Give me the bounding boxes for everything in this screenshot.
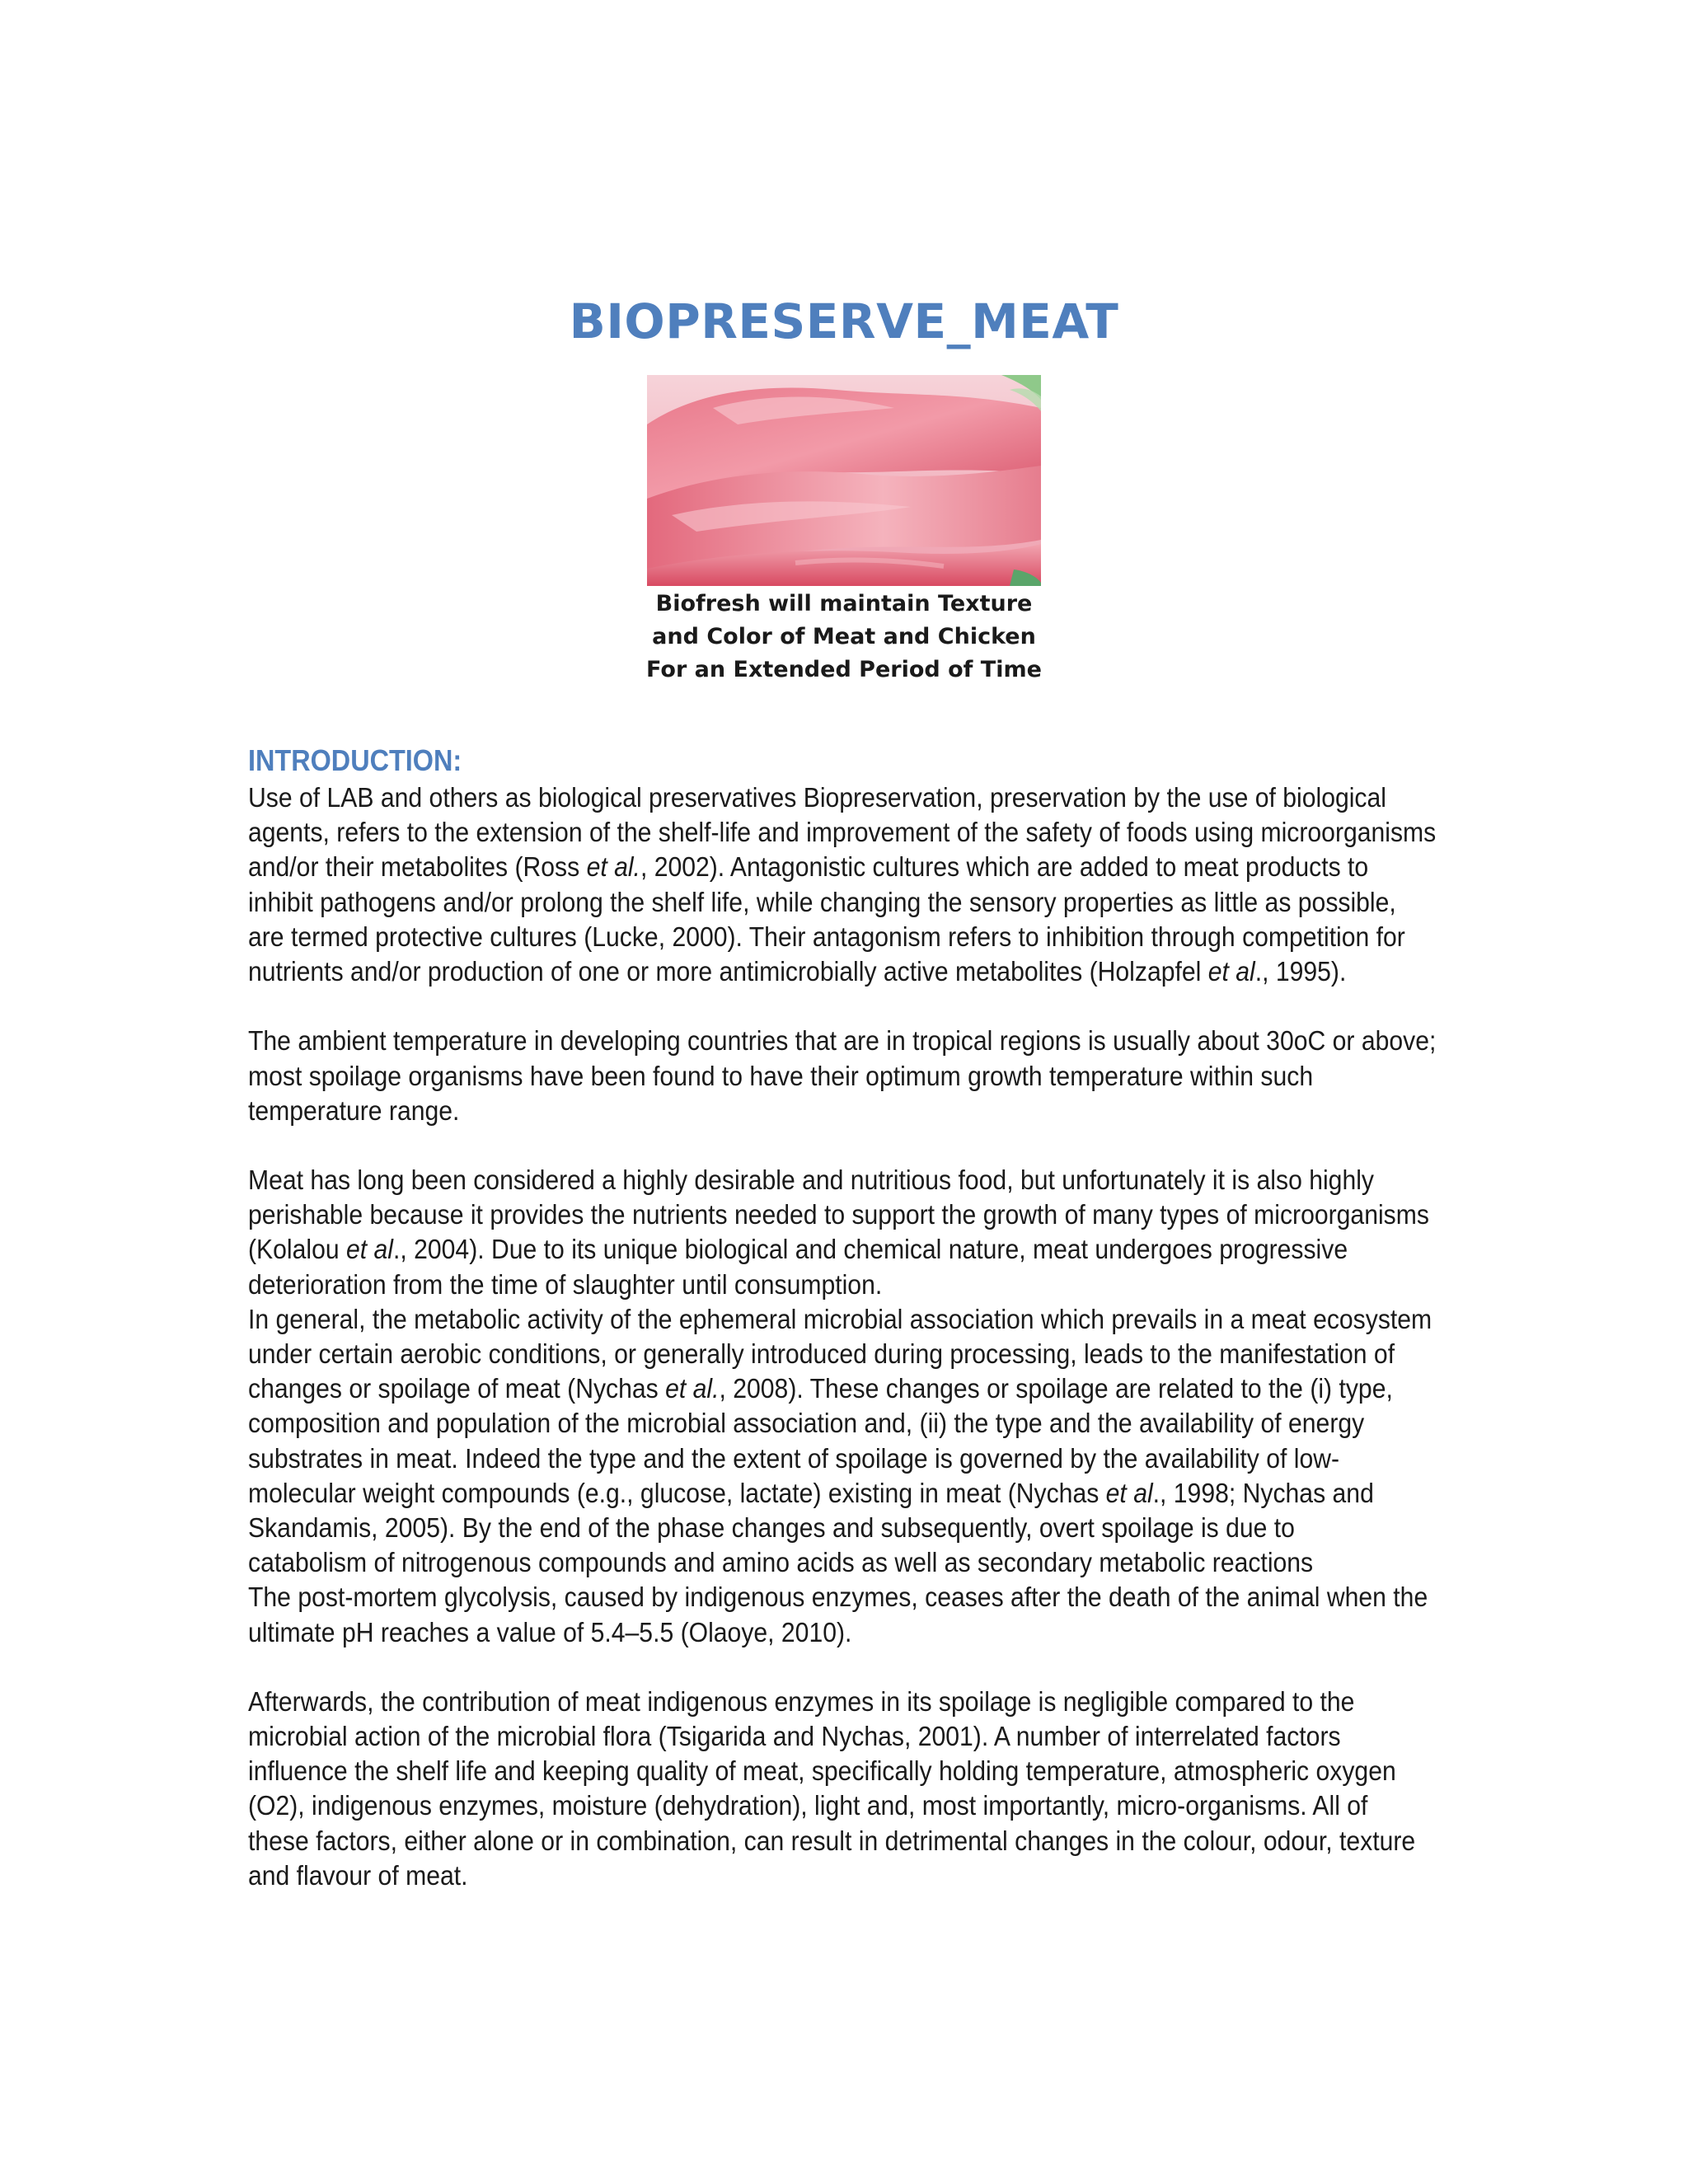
text-line: Afterwards, the contribution of meat indigenous enzymes in its spoilage is negligible compared to the (248, 1686, 1355, 1718)
text-line: The post-mortem glycolysis, caused by indigenous enzymes, ceases after the death of the animal when the (248, 1582, 1428, 1614)
image-caption (514, 588, 1174, 687)
paragraph-gap (248, 1651, 1465, 1685)
text-line: molecular weight compounds (e.g., glucose, lactate) existing in meat (Nychas et al., 1998; Nychas and (248, 1478, 1374, 1509)
text-line: Skandamis, 2005). By the end of the phase changes and subsequently, overt spoilage is due to (248, 1512, 1295, 1544)
text-line: are termed protective cultures (Lucke, 2000). Their antagonism refers to inhibition through competition for (248, 921, 1405, 953)
text-line: ultimate pH reaches a value of 5.4–5.5 (Olaoye, 2010). (248, 1617, 852, 1648)
text-line: changes or spoilage of meat (Nychas et al., 2008). These changes or spoilage are related to the (i) type, (248, 1374, 1393, 1405)
italic-citation: et al. (586, 852, 640, 883)
meat-photo (647, 375, 1041, 586)
italic-citation: et al. (665, 1374, 720, 1405)
text-line: temperature range. (248, 1095, 460, 1127)
text-line: perishable because it provides the nutrients needed to support the growth of many types of microorganisms (248, 1200, 1429, 1231)
meat-image (647, 375, 1041, 586)
caption-line: and Color of Meat and Chicken (652, 624, 1036, 649)
section-heading-introduction: INTRODUCTION: (248, 743, 462, 777)
document-title: BIOPRESERVE_MEAT (569, 293, 1119, 349)
text-line: nutrients and/or production of one or more antimicrobially active metabolites (Holzapfel et al., 1995). (248, 956, 1347, 987)
text-line: microbial action of the microbial flora (Tsigarida and Nychas, 2001). A number of interrelated factors (248, 1722, 1341, 1753)
text-line: agents, refers to the extension of the shelf-life and improvement of the safety of foods using microorganisms (248, 818, 1437, 849)
text-line: these factors, either alone or in combination, can result in detrimental changes in the colour, odour, texture (248, 1825, 1416, 1857)
text-line: substrates in meat. Indeed the type and the extent of spoilage is governed by the availability of low- (248, 1443, 1340, 1474)
paragraph-gap (248, 1129, 1465, 1164)
paragraph-gap (248, 990, 1465, 1024)
text-line: Use of LAB and others as biological preservatives Biopreservation, preservation by the use of biological (248, 783, 1386, 813)
text-line: (O2), indigenous enzymes, moisture (dehydration), light and, most importantly, micro-organisms. All of (248, 1791, 1368, 1822)
text-line: and/or their metabolites (Ross et al., 2002). Antagonistic cultures which are added to meat products to (248, 852, 1369, 883)
italic-citation: et al (1207, 956, 1255, 987)
italic-citation: et al (345, 1235, 393, 1266)
text-line: deterioration from the time of slaughter until consumption. (248, 1269, 883, 1301)
caption-line: For an Extended Period of Time (646, 657, 1042, 682)
text-line: catabolism of nitrogenous compounds and amino acids as well as secondary metabolic reactions (248, 1548, 1314, 1579)
text-line: Meat has long been considered a highly desirable and nutritious food, but unfortunately it is also highly (248, 1165, 1375, 1197)
introduction-body (248, 781, 1465, 1894)
text-line: influence the shelf life and keeping quality of meat, specifically holding temperature, atmospheric oxygen (248, 1756, 1396, 1788)
text-line: In general, the metabolic activity of the ephemeral microbial association which prevails in a meat ecosystem (248, 1304, 1432, 1335)
caption-line: Biofresh will maintain Texture (655, 591, 1033, 616)
text-line: most spoilage organisms have been found to have their optimum growth temperature within such (248, 1061, 1314, 1092)
italic-citation: et al (1105, 1478, 1153, 1509)
text-line: composition and population of the microbial association and, (ii) the type and the availability of energy (248, 1408, 1365, 1440)
text-line: The ambient temperature in developing countries that are in tropical regions is usually about 30oC or above; (248, 1026, 1437, 1057)
text-line: (Kolalou et al., 2004). Due to its unique biological and chemical nature, meat undergoes progressive (248, 1235, 1348, 1266)
text-line: inhibit pathogens and/or prolong the shelf life, while changing the sensory properties as little as possible, (248, 887, 1396, 918)
text-line: and flavour of meat. (248, 1860, 468, 1891)
text-line: under certain aerobic conditions, or generally introduced during processing, leads to the manifestation of (248, 1339, 1395, 1370)
